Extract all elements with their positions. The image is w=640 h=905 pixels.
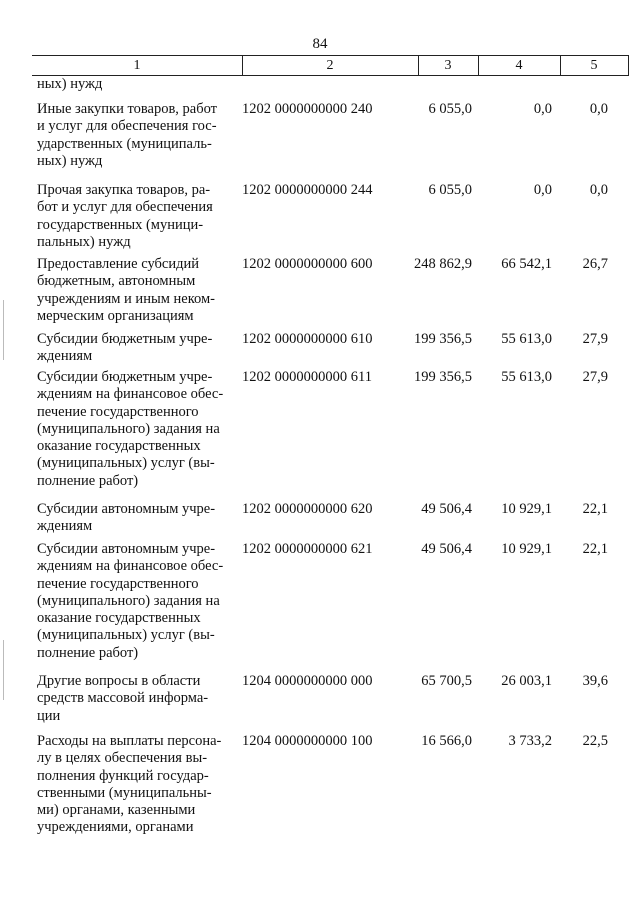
row-name-line: (муниципального) задания на xyxy=(37,592,220,609)
row-value-4: 10 929,1 xyxy=(501,541,552,557)
row-name-line: Субсидии автономным учре- xyxy=(37,501,216,517)
row-name-line: Предоставление субсидий xyxy=(37,256,200,272)
header-col-1: 1 xyxy=(133,58,141,73)
row-name-line: учреждениям и иным неком- xyxy=(37,290,215,307)
row-name-line: Субсидии автономным учре- xyxy=(37,541,216,557)
row-value-4: 55 613,0 xyxy=(501,331,552,347)
row-value-3: 6 055,0 xyxy=(428,182,472,198)
row-value-5: 27,9 xyxy=(582,331,608,347)
row-name-line: ми) органами, казенными xyxy=(37,802,196,819)
row-code: 1204 0000000000 100 xyxy=(242,733,373,749)
row-code: 1202 0000000000 244 xyxy=(242,182,373,198)
row-name-line: ственными (муниципальны- xyxy=(37,784,212,801)
row-name-line: учреждениями, органами xyxy=(37,819,194,836)
header-col-5: 5 xyxy=(590,58,598,73)
row-value-3: 49 506,4 xyxy=(421,501,472,517)
row-value-3: 16 566,0 xyxy=(421,733,472,749)
row-name-line: ных) нужд xyxy=(37,152,103,169)
row-name-line: мерческим организациям xyxy=(37,307,194,324)
row-code: 1202 0000000000 600 xyxy=(242,256,373,272)
continuation-text: ных) нужд xyxy=(37,76,103,92)
row-name-line: пальных) нужд xyxy=(37,233,131,250)
row-name xyxy=(37,501,233,536)
header-col-2: 2 xyxy=(326,58,334,73)
table-header xyxy=(32,55,629,76)
row-name-line: (муниципальных) услуг (вы- xyxy=(37,455,215,472)
row-name xyxy=(37,101,233,170)
row-name-line: (муниципальных) услуг (вы- xyxy=(37,627,215,644)
row-name-line: ждениям на финансовое обес- xyxy=(37,386,224,403)
row-name-line: ции xyxy=(37,707,61,724)
row-name-line: бот и услуг для обеспечения xyxy=(37,199,213,216)
row-value-4: 3 733,2 xyxy=(508,733,552,749)
row-name-line: ждениям xyxy=(37,518,93,535)
row-value-4: 0,0 xyxy=(533,182,552,198)
row-name xyxy=(37,733,233,837)
margin-mark xyxy=(3,640,4,700)
row-name-line: Прочая закупка товаров, ра- xyxy=(37,182,211,198)
row-name-line: ударственных (муниципаль- xyxy=(37,135,212,152)
row-name-line: Субсидии бюджетным учре- xyxy=(37,369,213,385)
row-value-5: 22,1 xyxy=(582,501,608,517)
row-value-3: 199 356,5 xyxy=(414,331,472,347)
row-name-line: бюджетным, автономным xyxy=(37,273,196,290)
row-name-line: оказание государственных xyxy=(37,610,201,627)
row-name xyxy=(37,369,233,490)
page-number: 84 xyxy=(312,36,328,52)
row-value-4: 55 613,0 xyxy=(501,369,552,385)
row-name-line: оказание государственных xyxy=(37,438,201,455)
row-value-4: 0,0 xyxy=(533,101,552,117)
row-value-4: 66 542,1 xyxy=(501,256,552,272)
row-value-5: 39,6 xyxy=(582,673,608,689)
row-name xyxy=(37,673,233,725)
row-code: 1202 0000000000 611 xyxy=(242,369,372,385)
margin-mark xyxy=(3,300,4,360)
row-value-5: 22,5 xyxy=(582,733,608,749)
row-value-5: 22,1 xyxy=(582,541,608,557)
row-code: 1202 0000000000 620 xyxy=(242,501,373,517)
row-name-line: ждениям на финансовое обес- xyxy=(37,558,224,575)
row-code: 1204 0000000000 000 xyxy=(242,673,373,689)
row-name-line: (муниципального) задания на xyxy=(37,420,220,437)
row-value-5: 0,0 xyxy=(589,101,608,117)
row-value-3: 49 506,4 xyxy=(421,541,472,557)
row-value-5: 0,0 xyxy=(589,182,608,198)
row-name xyxy=(37,182,233,251)
row-code: 1202 0000000000 621 xyxy=(242,541,373,557)
row-value-3: 6 055,0 xyxy=(428,101,472,117)
row-value-4: 10 929,1 xyxy=(501,501,552,517)
row-name-line: государственных (муници- xyxy=(37,216,204,233)
row-name-line: полнение работ) xyxy=(37,472,139,489)
row-name-line: лу в целях обеспечения вы- xyxy=(37,750,208,767)
row-name-line: ждениям xyxy=(37,348,93,365)
row-name-line: и услуг для обеспечения гос- xyxy=(37,118,217,135)
row-name-line: Субсидии бюджетным учре- xyxy=(37,331,213,347)
row-name xyxy=(37,331,233,366)
row-code: 1202 0000000000 610 xyxy=(242,331,373,347)
row-value-4: 26 003,1 xyxy=(501,673,552,689)
row-name xyxy=(37,256,233,325)
row-name-line: полнения функций государ- xyxy=(37,767,209,784)
row-value-5: 26,7 xyxy=(582,256,608,272)
row-value-3: 65 700,5 xyxy=(421,673,472,689)
header-col-4: 4 xyxy=(515,58,523,73)
row-name-line: средств массовой информа- xyxy=(37,690,209,707)
row-value-3: 199 356,5 xyxy=(414,369,472,385)
header-col-3: 3 xyxy=(444,58,452,73)
row-name-line: Иные закупки товаров, работ xyxy=(37,101,218,117)
row-name-line: Другие вопросы в области xyxy=(37,673,201,689)
row-name-line: печение государственного xyxy=(37,403,199,420)
row-name-line: Расходы на выплаты персона- xyxy=(37,733,222,749)
row-code: 1202 0000000000 240 xyxy=(242,101,373,117)
row-name-line: полнение работ) xyxy=(37,644,139,661)
row-name-line: печение государственного xyxy=(37,575,199,592)
row-value-3: 248 862,9 xyxy=(414,256,472,272)
row-value-5: 27,9 xyxy=(582,369,608,385)
row-name xyxy=(37,541,233,662)
